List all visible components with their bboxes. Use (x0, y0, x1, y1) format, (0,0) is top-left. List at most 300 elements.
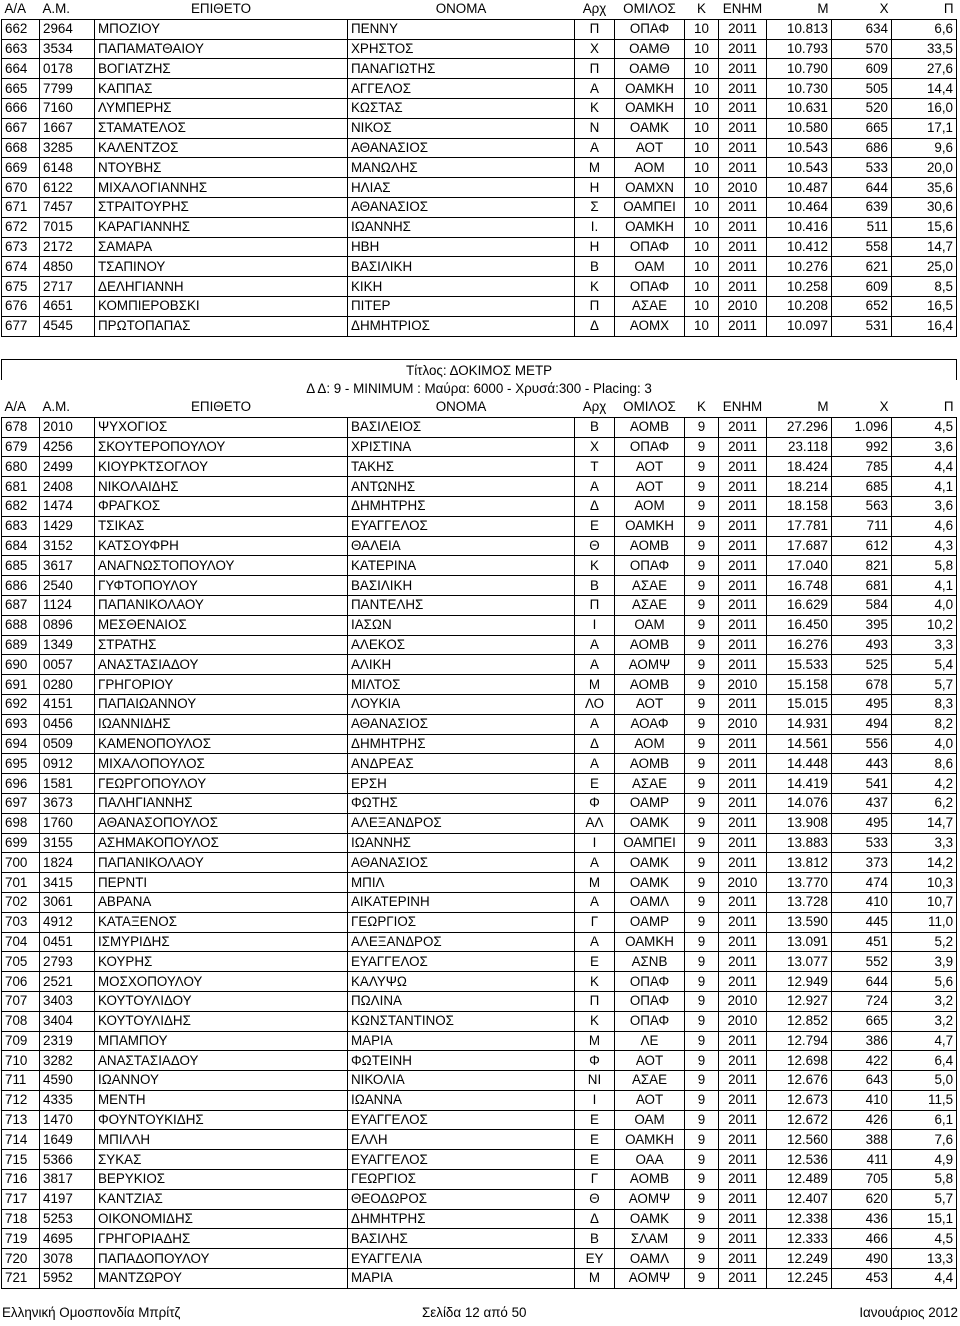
header-col-year: ΕΝΗΜ (722, 399, 763, 415)
cell-col-initial: Μ (575, 1031, 615, 1051)
cell-col-surname: ΙΩΑΝΝΟΥ (95, 1071, 348, 1091)
cell-col-k: 9 (685, 675, 719, 695)
cell-col-club: ΑΟΜΒ (615, 675, 685, 695)
cell-col-year: 2011 (719, 892, 767, 912)
cell-col-k: 9 (685, 615, 719, 635)
cell-col-initial: Ε (575, 952, 615, 972)
cell-col-aa: 717 (2, 1189, 40, 1209)
cell-col-am: 3061 (40, 892, 95, 912)
cell-col-name: ΦΩΤΗΣ (348, 793, 575, 813)
cell-col-x: 445 (832, 912, 892, 932)
cell-col-p: 10,2 (892, 615, 957, 635)
cell-col-k: 9 (685, 1110, 719, 1130)
cell-col-x: 584 (832, 595, 892, 615)
table-row (2, 556, 957, 576)
cell-col-k: 10 (685, 237, 719, 257)
cell-col-am: 7799 (40, 79, 95, 99)
section-subtitle: Δ Δ: 9 - MINIMUM : Μαύρα: 6000 - Χρυσά:300 - Placing: 3 (306, 381, 652, 396)
cell-col-x: 533 (832, 833, 892, 853)
header-col-surname: ΕΠΙΘΕΤΟ (190, 399, 252, 415)
cell-col-am: 2521 (40, 972, 95, 992)
cell-col-club: ΑΟΤ (615, 1051, 685, 1071)
cell-col-surname: ΓΡΗΓΟΡΙΟΥ (95, 675, 348, 695)
cell-col-m: 13.091 (767, 932, 832, 952)
cell-col-initial: Μ (575, 675, 615, 695)
table-row (2, 754, 957, 774)
cell-col-am: 1349 (40, 635, 95, 655)
cell-col-surname: ΙΩΑΝΝΙΔΗΣ (95, 714, 348, 734)
cell-col-m: 10.580 (767, 118, 832, 138)
cell-col-am: 3282 (40, 1051, 95, 1071)
cell-col-aa: 715 (2, 1150, 40, 1170)
table-row (2, 138, 957, 158)
cell-col-year: 2011 (719, 1269, 767, 1289)
cell-col-club: ΟΑΜΡ (615, 912, 685, 932)
cell-col-name: ΜΑΝΩΛΗΣ (348, 158, 575, 178)
cell-col-club: ΑΟΜΧ (615, 316, 685, 336)
table-row (2, 39, 957, 59)
cell-col-p: 14,7 (892, 237, 957, 257)
cell-col-am: 4545 (40, 316, 95, 336)
cell-col-k: 9 (685, 873, 719, 893)
cell-col-year: 2011 (719, 734, 767, 754)
cell-col-initial: Ε (575, 516, 615, 536)
cell-col-surname: ΒΕΡΥΚΙΟΣ (95, 1170, 348, 1190)
cell-col-x: 531 (832, 316, 892, 336)
cell-col-k: 10 (685, 178, 719, 198)
cell-col-p: 10,7 (892, 892, 957, 912)
cell-col-aa: 699 (2, 833, 40, 853)
cell-col-aa: 663 (2, 39, 40, 59)
cell-col-initial: Α (575, 138, 615, 158)
cell-col-surname: ΜΠΙΛΛΗ (95, 1130, 348, 1150)
cell-col-surname: ΚΟΜΠΙΕΡΟΒΣΚΙ (95, 296, 348, 316)
cell-col-k: 10 (685, 39, 719, 59)
table-row (2, 932, 957, 952)
cell-col-k: 10 (685, 59, 719, 79)
cell-col-am: 6122 (40, 178, 95, 198)
cell-col-x: 495 (832, 813, 892, 833)
cell-col-year: 2011 (719, 833, 767, 853)
cell-col-aa: 679 (2, 437, 40, 457)
cell-col-year: 2011 (719, 635, 767, 655)
cell-col-am: 1824 (40, 853, 95, 873)
cell-col-year: 2011 (719, 1130, 767, 1150)
cell-col-surname: ΑΝΑΣΤΑΣΙΑΔΟΥ (95, 1051, 348, 1071)
cell-col-x: 609 (832, 277, 892, 297)
cell-col-p: 15,6 (892, 217, 957, 237)
cell-col-surname: ΚΑΜΕΝΟΠΟΥΛΟΣ (95, 734, 348, 754)
cell-col-m: 18.214 (767, 477, 832, 497)
table-row (2, 178, 957, 198)
cell-col-am: 1649 (40, 1130, 95, 1150)
cell-col-aa: 689 (2, 635, 40, 655)
cell-col-surname: ΚΙΟΥΡΚΤΣΟΓΛΟΥ (95, 457, 348, 477)
table-row (2, 892, 957, 912)
cell-col-name: ΔΗΜΗΤΡΗΣ (348, 734, 575, 754)
cell-col-m: 12.673 (767, 1090, 832, 1110)
cell-col-aa: 668 (2, 138, 40, 158)
cell-col-year: 2011 (719, 417, 767, 437)
cell-col-club: ΟΠΑΦ (615, 991, 685, 1011)
cell-col-year: 2011 (719, 237, 767, 257)
header-col-club: ΟΜΙΛΟΣ (623, 399, 676, 415)
cell-col-year: 2011 (719, 774, 767, 794)
cell-col-m: 16.748 (767, 576, 832, 596)
cell-col-p: 27,6 (892, 59, 957, 79)
header-col-name: ΟΝΟΜΑ (435, 1, 487, 17)
cell-col-m: 12.949 (767, 972, 832, 992)
cell-col-club: ΟΑΜΛ (615, 892, 685, 912)
cell-col-name: ΔΗΜΗΤΡΗΣ (348, 1209, 575, 1229)
cell-col-k: 9 (685, 1090, 719, 1110)
cell-col-club: ΟΑΜΚ (615, 873, 685, 893)
cell-col-k: 9 (685, 1150, 719, 1170)
cell-col-year: 2011 (719, 595, 767, 615)
cell-col-aa: 683 (2, 516, 40, 536)
cell-col-x: 639 (832, 197, 892, 217)
section-title: Τίτλος: ΔΟΚΙΜΟΣ ΜΕΤΡ (2, 360, 957, 381)
cell-col-name: ΠΙΤΕΡ (348, 296, 575, 316)
cell-col-p: 25,0 (892, 257, 957, 277)
cell-col-p: 8,6 (892, 754, 957, 774)
cell-col-club: ΑΟΜΒ (615, 1170, 685, 1190)
cell-col-p: 15,1 (892, 1209, 957, 1229)
cell-col-surname: ΠΕΡΝΤΙ (95, 873, 348, 893)
cell-col-club: ΟΠΑΦ (615, 1011, 685, 1031)
cell-col-name: ΕΥΑΓΓΕΛΟΣ (348, 1110, 575, 1130)
cell-col-club: ΟΑΜΚ (615, 118, 685, 138)
cell-col-aa: 704 (2, 932, 40, 952)
cell-col-p: 4,6 (892, 516, 957, 536)
cell-col-year: 2011 (719, 59, 767, 79)
table-row (2, 197, 957, 217)
cell-col-club: ΟΑΜ (615, 257, 685, 277)
header-col-x: Χ (879, 1, 889, 17)
table-row (2, 595, 957, 615)
cell-col-year: 2011 (719, 932, 767, 952)
cell-col-p: 5,8 (892, 1170, 957, 1190)
cell-col-surname: ΜΙΧΑΛΟΠΟΥΛΟΣ (95, 754, 348, 774)
cell-col-x: 685 (832, 477, 892, 497)
cell-col-am: 0280 (40, 675, 95, 695)
header-col-surname: ΕΠΙΘΕΤΟ (190, 1, 252, 17)
cell-col-initial: Β (575, 257, 615, 277)
cell-col-year: 2011 (719, 138, 767, 158)
cell-col-x: 386 (832, 1031, 892, 1051)
cell-col-club: ΟΑΜ (615, 1110, 685, 1130)
cell-col-m: 14.448 (767, 754, 832, 774)
cell-col-initial: Η (575, 178, 615, 198)
header-col-aa: Α/Α (4, 1, 27, 17)
cell-col-surname: ΚΟΥΤΟΥΛΙΔΟΥ (95, 991, 348, 1011)
cell-col-initial: Ε (575, 1150, 615, 1170)
cell-col-p: 5,6 (892, 972, 957, 992)
cell-col-p: 13,3 (892, 1249, 957, 1269)
cell-col-x: 373 (832, 853, 892, 873)
cell-col-p: 16,5 (892, 296, 957, 316)
cell-col-am: 0509 (40, 734, 95, 754)
cell-col-p: 4,1 (892, 477, 957, 497)
cell-col-club: ΟΠΑΦ (615, 19, 685, 39)
header-col-am: Α.Μ. (42, 399, 71, 415)
cell-col-surname: ΚΑΤΑΞΕΝΟΣ (95, 912, 348, 932)
cell-col-k: 9 (685, 496, 719, 516)
cell-col-surname: ΠΑΛΗΓΙΑΝΝΗΣ (95, 793, 348, 813)
cell-col-p: 11,5 (892, 1090, 957, 1110)
cell-col-year: 2011 (719, 793, 767, 813)
cell-col-aa: 711 (2, 1071, 40, 1091)
cell-col-club: ΑΣΑΕ (615, 296, 685, 316)
cell-col-am: 3534 (40, 39, 95, 59)
cell-col-m: 15.015 (767, 694, 832, 714)
cell-col-p: 20,0 (892, 158, 957, 178)
header-col-m: Μ (817, 399, 829, 415)
cell-col-p: 3,3 (892, 833, 957, 853)
cell-col-initial: Χ (575, 437, 615, 457)
cell-col-p: 5,0 (892, 1071, 957, 1091)
cell-col-p: 4,0 (892, 595, 957, 615)
cell-col-am: 2172 (40, 237, 95, 257)
cell-col-aa: 666 (2, 98, 40, 118)
cell-col-year: 2011 (719, 79, 767, 99)
cell-col-m: 13.812 (767, 853, 832, 873)
cell-col-x: 620 (832, 1189, 892, 1209)
cell-col-initial: ΛΟ (575, 694, 615, 714)
cell-col-aa: 673 (2, 237, 40, 257)
cell-col-year: 2011 (719, 158, 767, 178)
ranking-table-2 (1, 359, 957, 1289)
cell-col-year: 2011 (719, 1071, 767, 1091)
header-col-club: ΟΜΙΛΟΣ (623, 1, 676, 17)
cell-col-p: 17,1 (892, 118, 957, 138)
cell-col-k: 9 (685, 793, 719, 813)
cell-col-am: 4695 (40, 1229, 95, 1249)
cell-col-p: 4,5 (892, 1229, 957, 1249)
cell-col-year: 2011 (719, 576, 767, 596)
cell-col-x: 395 (832, 615, 892, 635)
cell-col-initial: Μ (575, 873, 615, 893)
cell-col-am: 7457 (40, 197, 95, 217)
cell-col-x: 541 (832, 774, 892, 794)
cell-col-k: 9 (685, 833, 719, 853)
cell-col-name: ΓΕΩΡΓΙΟΣ (348, 1170, 575, 1190)
cell-col-x: 821 (832, 556, 892, 576)
cell-col-k: 9 (685, 556, 719, 576)
cell-col-m: 13.883 (767, 833, 832, 853)
cell-col-club: ΟΠΑΦ (615, 972, 685, 992)
cell-col-am: 3155 (40, 833, 95, 853)
cell-col-aa: 674 (2, 257, 40, 277)
cell-col-aa: 705 (2, 952, 40, 972)
cell-col-p: 3,6 (892, 496, 957, 516)
cell-col-aa: 719 (2, 1229, 40, 1249)
cell-col-x: 563 (832, 496, 892, 516)
cell-col-x: 552 (832, 952, 892, 972)
cell-col-aa: 667 (2, 118, 40, 138)
cell-col-m: 14.419 (767, 774, 832, 794)
cell-col-p: 16,0 (892, 98, 957, 118)
cell-col-club: ΟΑΜΚ (615, 853, 685, 873)
cell-col-surname: ΦΟΥΝΤΟΥΚΙΔΗΣ (95, 1110, 348, 1130)
section-subtitle-row (2, 380, 957, 398)
cell-col-club: ΑΟΑΦ (615, 714, 685, 734)
cell-col-year: 2011 (719, 1209, 767, 1229)
cell-col-m: 13.908 (767, 813, 832, 833)
table-row (2, 675, 957, 695)
cell-col-club: ΟΠΑΦ (615, 556, 685, 576)
cell-col-am: 4197 (40, 1189, 95, 1209)
table-row (2, 536, 957, 556)
cell-col-initial: Α (575, 754, 615, 774)
cell-col-x: 621 (832, 257, 892, 277)
cell-col-name: ΘΑΛΕΙΑ (348, 536, 575, 556)
table-body (2, 19, 957, 336)
cell-col-club: ΑΟΤ (615, 477, 685, 497)
cell-col-year: 2010 (719, 178, 767, 198)
cell-col-p: 14,4 (892, 79, 957, 99)
cell-col-p: 3,9 (892, 952, 957, 972)
table-row (2, 655, 957, 675)
cell-col-surname: ΑΒΡΑΝΑ (95, 892, 348, 912)
cell-col-name: ΒΑΣΙΛΕΙΟΣ (348, 417, 575, 437)
table-row (2, 576, 957, 596)
cell-col-initial: ΑΛ (575, 813, 615, 833)
cell-col-initial: Α (575, 635, 615, 655)
cell-col-year: 2010 (719, 296, 767, 316)
cell-col-x: 490 (832, 1249, 892, 1269)
cell-col-am: 7160 (40, 98, 95, 118)
cell-col-am: 2010 (40, 417, 95, 437)
cell-col-x: 520 (832, 98, 892, 118)
cell-col-year: 2011 (719, 813, 767, 833)
cell-col-m: 10.258 (767, 277, 832, 297)
cell-col-x: 443 (832, 754, 892, 774)
cell-col-x: 665 (832, 1011, 892, 1031)
cell-col-surname: ΣΤΡΑΙΤΟΥΡΗΣ (95, 197, 348, 217)
cell-col-name: ΑΘΑΝΑΣΙΟΣ (348, 853, 575, 873)
cell-col-name: ΑΝΤΩΝΗΣ (348, 477, 575, 497)
cell-col-initial: Μ (575, 158, 615, 178)
cell-col-year: 2011 (719, 316, 767, 336)
cell-col-p: 4,0 (892, 734, 957, 754)
cell-col-x: 410 (832, 1090, 892, 1110)
cell-col-surname: ΠΑΠΑΝΙΚΟΛΑΟΥ (95, 595, 348, 615)
cell-col-name: ΒΑΣΙΛΙΚΗ (348, 257, 575, 277)
cell-col-am: 3078 (40, 1249, 95, 1269)
cell-col-p: 14,7 (892, 813, 957, 833)
cell-col-initial: Χ (575, 39, 615, 59)
cell-col-surname: ΦΡΑΓΚΟΣ (95, 496, 348, 516)
cell-col-m: 10.208 (767, 296, 832, 316)
table-row (2, 257, 957, 277)
cell-col-surname: ΜΙΧΑΛΟΓΙΑΝΝΗΣ (95, 178, 348, 198)
cell-col-x: 422 (832, 1051, 892, 1071)
cell-col-initial: Β (575, 576, 615, 596)
cell-col-p: 3,6 (892, 437, 957, 457)
table-row (2, 1150, 957, 1170)
cell-col-year: 2011 (719, 477, 767, 497)
cell-col-am: 0451 (40, 932, 95, 952)
cell-col-p: 5,7 (892, 1189, 957, 1209)
cell-col-initial: Π (575, 19, 615, 39)
cell-col-surname: ΜΠΑΜΠΟΥ (95, 1031, 348, 1051)
page-footer (0, 1305, 960, 1323)
cell-col-m: 10.097 (767, 316, 832, 336)
header-col-m: Μ (817, 1, 829, 17)
cell-col-k: 9 (685, 437, 719, 457)
cell-col-m: 12.536 (767, 1150, 832, 1170)
cell-col-initial: Π (575, 296, 615, 316)
cell-col-year: 2011 (719, 1051, 767, 1071)
footer-organization: Ελληνική Ομοσπονδία Μπρίτζ (2, 1305, 181, 1320)
cell-col-surname: ΠΑΠΑΝΙΚΟΛΑΟΥ (95, 853, 348, 873)
cell-col-club: ΑΟΜΒ (615, 417, 685, 437)
cell-col-m: 12.560 (767, 1130, 832, 1150)
cell-col-aa: 665 (2, 79, 40, 99)
cell-col-am: 4151 (40, 694, 95, 714)
cell-col-am: 4912 (40, 912, 95, 932)
cell-col-name: ΜΑΡΙΑ (348, 1269, 575, 1289)
cell-col-p: 5,4 (892, 655, 957, 675)
cell-col-name: ΚΩΣΤΑΣ (348, 98, 575, 118)
cell-col-aa: 706 (2, 972, 40, 992)
cell-col-k: 9 (685, 1130, 719, 1150)
cell-col-x: 411 (832, 1150, 892, 1170)
cell-col-initial: Δ (575, 316, 615, 336)
cell-col-name: ΙΩΑΝΝΗΣ (348, 217, 575, 237)
cell-col-year: 2011 (719, 217, 767, 237)
cell-col-club: ΟΑΜΚΗ (615, 217, 685, 237)
cell-col-club: ΑΟΜΨ (615, 1189, 685, 1209)
cell-col-m: 13.770 (767, 873, 832, 893)
cell-col-name: ΠΕΝΝΥ (348, 19, 575, 39)
cell-col-club: ΑΟΜ (615, 496, 685, 516)
cell-col-year: 2010 (719, 675, 767, 695)
cell-col-p: 33,5 (892, 39, 957, 59)
table-row (2, 1090, 957, 1110)
cell-col-initial: Κ (575, 1011, 615, 1031)
cell-col-am: 1470 (40, 1110, 95, 1130)
cell-col-x: 388 (832, 1130, 892, 1150)
cell-col-x: 643 (832, 1071, 892, 1091)
cell-col-m: 16.450 (767, 615, 832, 635)
cell-col-p: 9,6 (892, 138, 957, 158)
cell-col-k: 9 (685, 1031, 719, 1051)
cell-col-name: ΜΙΛΤΟΣ (348, 675, 575, 695)
cell-col-year: 2011 (719, 536, 767, 556)
cell-col-surname: ΟΙΚΟΝΟΜΙΔΗΣ (95, 1209, 348, 1229)
cell-col-p: 14,2 (892, 853, 957, 873)
table-row (2, 516, 957, 536)
cell-col-m: 13.728 (767, 892, 832, 912)
cell-col-initial: Π (575, 59, 615, 79)
cell-col-initial: Ε (575, 1110, 615, 1130)
cell-col-m: 15.158 (767, 675, 832, 695)
cell-col-x: 451 (832, 932, 892, 952)
cell-col-x: 570 (832, 39, 892, 59)
footer-page-number: Σελίδα 12 από 50 (422, 1305, 527, 1320)
cell-col-m: 14.561 (767, 734, 832, 754)
cell-col-surname: ΓΕΩΡΓΟΠΟΥΛΟΥ (95, 774, 348, 794)
cell-col-k: 9 (685, 1071, 719, 1091)
cell-col-club: ΟΑΜΛ (615, 1249, 685, 1269)
cell-col-year: 2011 (719, 457, 767, 477)
table-row (2, 1110, 957, 1130)
cell-col-x: 705 (832, 1170, 892, 1190)
cell-col-name: ΦΩΤΕΙΝΗ (348, 1051, 575, 1071)
cell-col-x: 466 (832, 1229, 892, 1249)
